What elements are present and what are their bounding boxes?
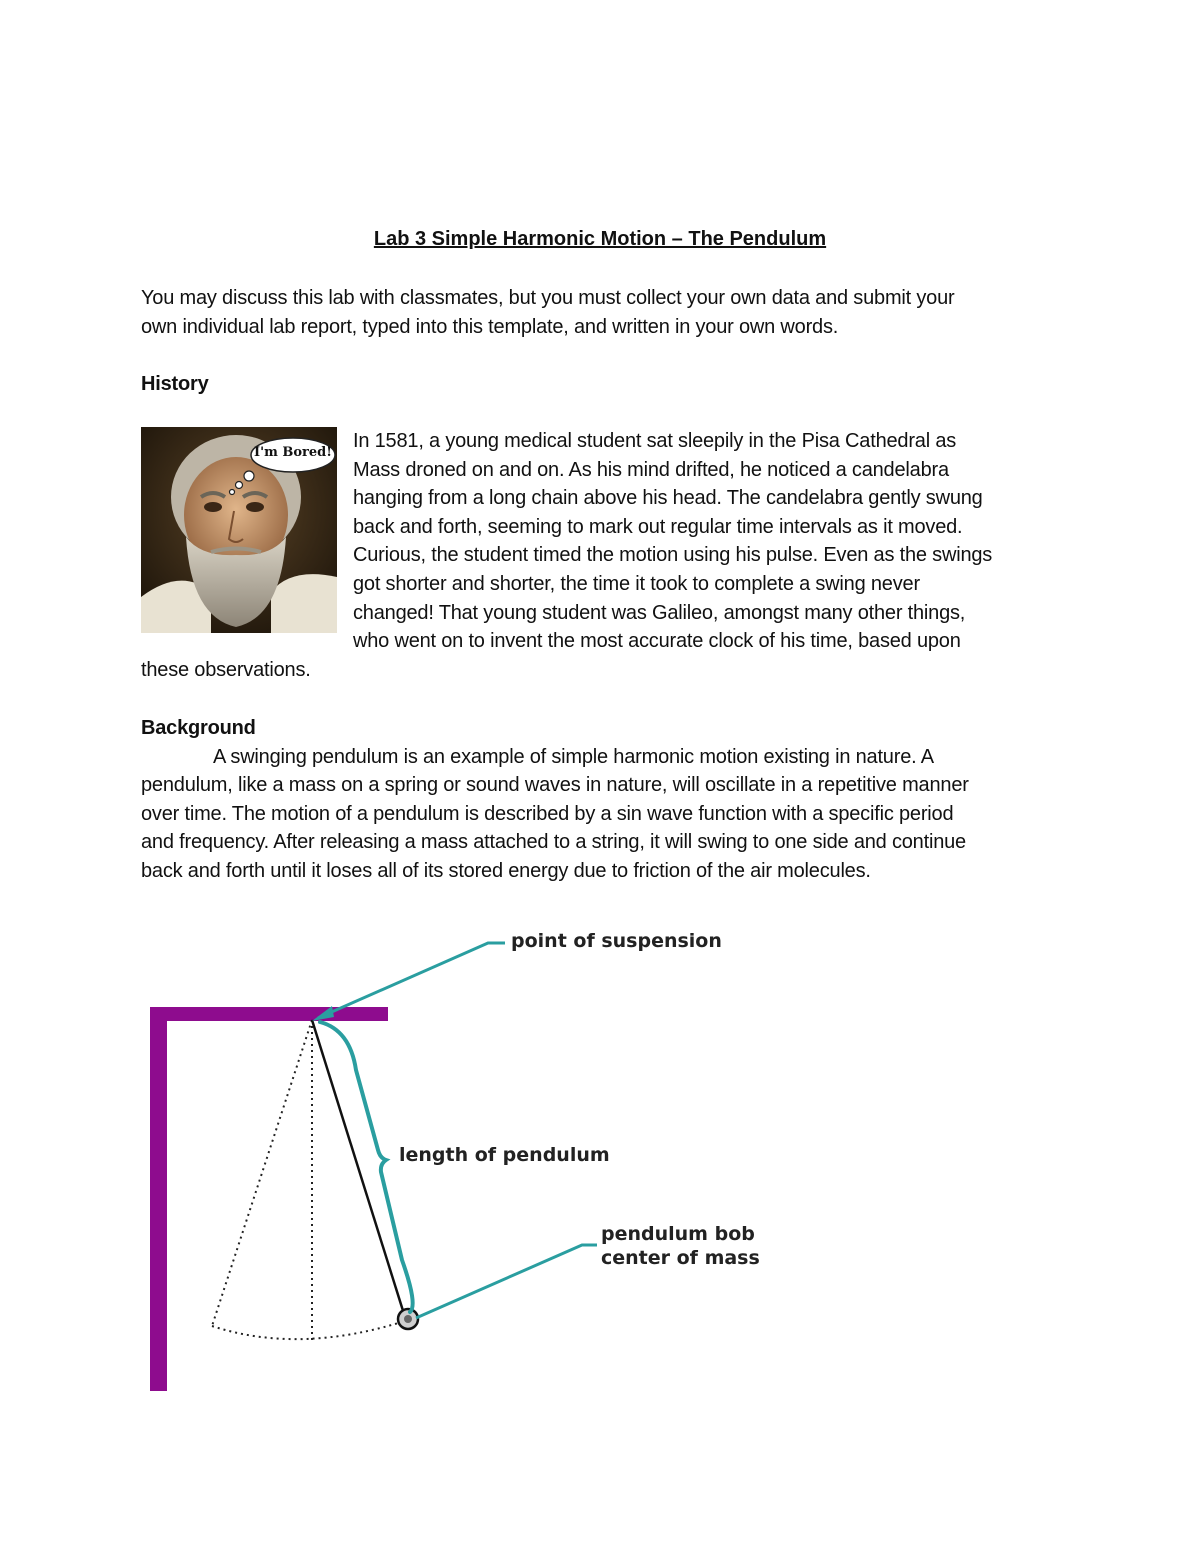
background-line: and frequency. After releasing a mass attached to a string, it will swing to one side and continue (141, 831, 966, 853)
history-line: got shorter and shorter, the time it took to complete a swing never (353, 573, 920, 595)
label-pendulum-bob: pendulum bob (601, 1223, 755, 1245)
intro-line-2: own individual lab report, typed into this template, and written in your own words. (141, 316, 839, 338)
galileo-portrait-image (141, 427, 337, 633)
bob-arrow-line (416, 1245, 597, 1318)
suspension-arrow-line (318, 943, 505, 1018)
history-heading: History (141, 373, 209, 395)
pendulum-diagram (0, 900, 1200, 1420)
history-line: who went on to invent the most accurate clock of his time, based upon (353, 630, 961, 652)
history-line: hanging from a long chain above his head. The candelabra gently swung (353, 487, 983, 509)
page-title: Lab 3 Simple Harmonic Motion – The Pendulum (373, 228, 827, 250)
label-center-of-mass: center of mass (601, 1247, 760, 1269)
length-brace (320, 1022, 413, 1312)
history-line: Mass droned on and on. As his mind drifted, he noticed a candelabra (353, 459, 949, 481)
swing-arc (212, 1320, 408, 1339)
label-point-of-suspension: point of suspension (511, 930, 722, 952)
swing-boundary-left (212, 1020, 312, 1326)
pendulum-string (312, 1020, 404, 1314)
history-line: these observations. (141, 659, 311, 681)
support-post (150, 1007, 167, 1391)
support-beam (150, 1007, 388, 1021)
label-length-of-pendulum: length of pendulum (399, 1144, 610, 1166)
intro-line-1: You may discuss this lab with classmates, but you must collect your own data and submit your (141, 287, 955, 309)
background-line: back and forth until it loses all of its stored energy due to friction of the air molecules. (141, 860, 871, 882)
background-line: over time. The motion of a pendulum is described by a sin wave function with a specific period (141, 803, 954, 825)
background-line: pendulum, like a mass on a spring or sound waves in nature, will oscillate in a repetitive manner (141, 774, 969, 796)
history-line: Curious, the student timed the motion using his pulse. Even as the swings (353, 544, 993, 566)
thought-bubble-text: I'm Bored! (254, 445, 332, 460)
history-line: back and forth, seeming to mark out regular time intervals as it moved. (353, 516, 963, 538)
history-line: In 1581, a young medical student sat sleepily in the Pisa Cathedral as (353, 430, 957, 452)
history-line: changed! That young student was Galileo, amongst many other things, (353, 602, 966, 624)
background-line: A swinging pendulum is an example of simple harmonic motion existing in nature. A (213, 746, 934, 768)
background-heading: Background (141, 717, 256, 739)
